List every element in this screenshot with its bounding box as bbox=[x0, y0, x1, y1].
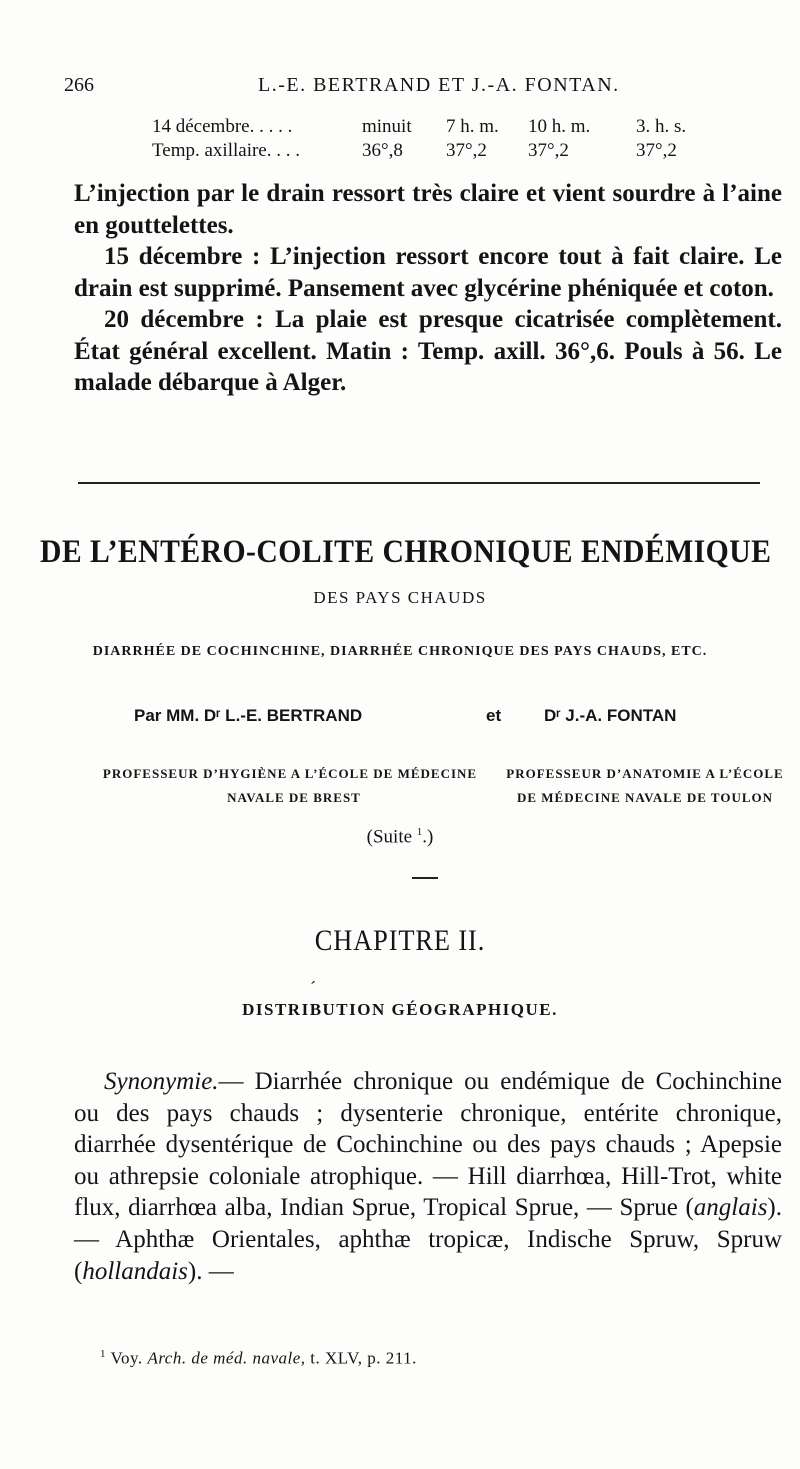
table-cell: 37°,2 bbox=[446, 140, 487, 161]
table-cell: 10 h. m. bbox=[528, 116, 591, 137]
article-subtitle: DES PAYS CHAUDS bbox=[313, 588, 487, 607]
synonymy-paragraph bbox=[74, 1066, 782, 1287]
case-notes bbox=[74, 178, 782, 399]
synonymy-label: Synonymie. bbox=[104, 1068, 219, 1095]
synonymy-text: ). — bbox=[187, 1257, 234, 1285]
suite-close: .) bbox=[422, 826, 434, 848]
byline-conjunction: et bbox=[486, 706, 502, 725]
footnote bbox=[100, 1348, 417, 1369]
language-note: hollandais bbox=[82, 1257, 188, 1285]
table-cell: 3. h. s. bbox=[636, 116, 687, 137]
footnote-journal: Arch. de méd. navale, bbox=[147, 1348, 306, 1368]
table-cell: 7 h. m. bbox=[446, 116, 499, 137]
running-title: L.-E. BERTRAND ET J.-A. FONTAN. bbox=[258, 74, 620, 96]
author-2-affiliation: PROFESSEUR D’ANATOMIE A L’ÉCOLE bbox=[506, 766, 784, 781]
suite-label: (Suite bbox=[366, 826, 413, 848]
article-synonyms: DIARRHÉE DE COCHINCHINE, DIARRHÉE CHRONIQUE DES PAYS CHAUDS, ETC. bbox=[92, 644, 708, 659]
footnote-prefix: Voy. bbox=[110, 1348, 143, 1368]
author-1: Par MM. Dʳ L.-E. BERTRAND bbox=[134, 706, 363, 725]
section-divider bbox=[78, 482, 760, 484]
synonymy-text: ). — Aphthæ Orientales, aphthæ tropicæ, Indische Spruw, Spruw ( bbox=[74, 1194, 782, 1285]
language-note: anglais bbox=[693, 1194, 768, 1222]
table-cell: 37°,2 bbox=[636, 140, 677, 161]
page-number: 266 bbox=[64, 74, 94, 96]
footnote-reference: t. XLV, p. 211. bbox=[310, 1348, 417, 1368]
table-cell: 14 décembre. . . . . bbox=[152, 116, 293, 137]
author-1-affiliation: NAVALE DE BREST bbox=[227, 790, 361, 805]
article-title: DE L’ENTÉRO-COLITE CHRONIQUE ENDÉMIQUE bbox=[40, 534, 772, 570]
author-1-affiliation: PROFESSEUR D’HYGIÈNE A L’ÉCOLE DE MÉDECINE bbox=[102, 766, 478, 781]
accent-mark: ˊ bbox=[310, 978, 316, 998]
chapter-heading: CHAPITRE II. bbox=[314, 924, 486, 957]
paragraph: 20 décembre : La plaie est presque cicatrisée complètement. État général excellent. Matin : Temp. axill. 36°,6. Pouls à 56. Le malade débarque à Alger. bbox=[74, 306, 782, 396]
footnote-marker: 1 bbox=[100, 1348, 106, 1360]
table-cell: Temp. axillaire. . . . bbox=[152, 140, 300, 161]
section-heading: DISTRIBUTION GÉOGRAPHIQUE. bbox=[242, 1000, 558, 1019]
suite-note bbox=[0, 826, 800, 848]
table-cell: 36°,8 bbox=[362, 140, 403, 161]
synonymy-text: — Diarrhée chronique ou endémique de Cochinchine ou des pays chauds ; dysenterie chronique, entérite chronique, diarrhée dysentérique de Cochinchine ou des pays chauds ; Apepsie ou athrepsie coloniale atrophique. — Hill diarrhœa, Hill-Trot, white flux, diarrhœa alba, Indian Sprue, Tropical Sprue, — Sprue ( bbox=[74, 1068, 782, 1222]
short-divider bbox=[412, 877, 438, 879]
paragraph: 15 décembre : L’injection ressort encore tout à fait claire. Le drain est supprimé. Pansement avec glycérine phéniquée et coton. bbox=[74, 243, 782, 302]
table-cell: 37°,2 bbox=[528, 140, 569, 161]
author-2: Dʳ J.-A. FONTAN bbox=[544, 706, 677, 725]
paragraph: L’injection par le drain ressort très claire et vient sourdre à l’aine en gouttelettes. bbox=[74, 180, 782, 239]
footnote-marker: 1 bbox=[416, 826, 423, 838]
author-2-affiliation: DE MÉDECINE NAVALE DE TOULON bbox=[516, 790, 774, 805]
table-cell: minuit bbox=[362, 116, 412, 137]
